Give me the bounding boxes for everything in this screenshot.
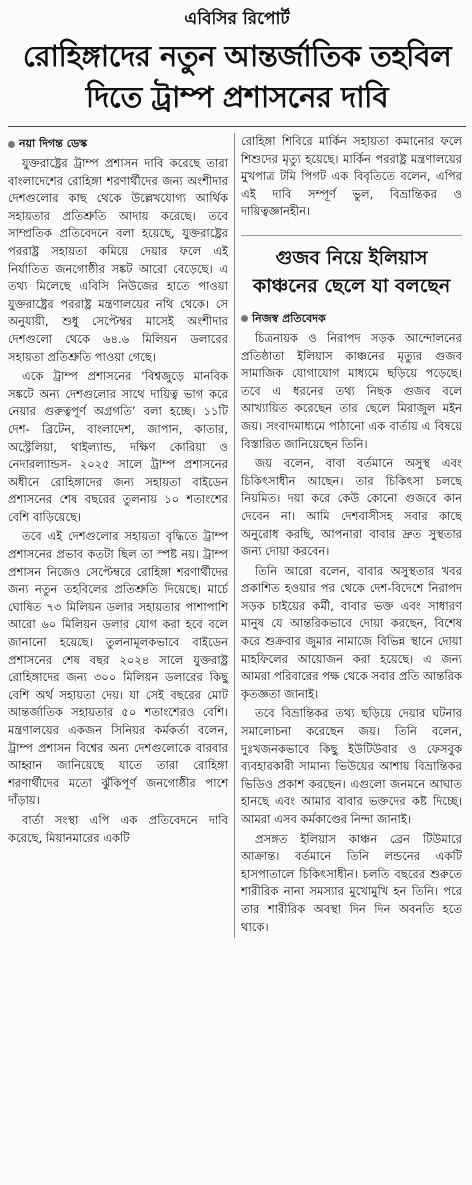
article-columns (8, 133, 466, 938)
column-left (8, 133, 235, 938)
bullet-icon (241, 315, 248, 322)
article-headline (8, 36, 466, 118)
article-kicker: এবিসির রিপোর্ট (184, 9, 290, 29)
story2-paragraph: জয় বলেন, বাবা বর্তমানে অসুস্থ এবং চিকিৎসাধীন আছেন। তার চিকিৎসা চলছে নিয়মিত। দয়া করে কেউ কোনো গুজবে কান দেবেন না। আমি দেশবাসীসহ সবার কাছে অনুরোধ করছি, আপনারা বাবার দ্রুত সুস্থতার জন্য দোয়া করবেন। (241, 456, 462, 559)
story2-paragraph: তবে বিভ্রান্তিকর তথ্য ছড়িয়ে দেয়ার ঘটনার সমালোচনা করেছেন জয়। তিনি বলেন, দুঃখজনকভাবে কিছু ইউটিউবার ও ফেসবুক ব্যবহারকারী সামান্য ভিউয়ের আশায় বিভ্রান্তিকর ভিডিও প্রকাশ করছেন। এগুলো জনমনে আঘাত হানছে এবং আমার বাবার ভক্তদের কষ্ট দিচ্ছে। আমরা এসব কর্মকাণ্ডের নিন্দা জানাই। (241, 706, 462, 826)
story2-paragraph: চিত্রনায়ক ও নিরাপদ সড়ক আন্দোলনের প্রতিষ্ঠাতা ইলিয়াস কাঞ্চনের মৃত্যুর গুজব সামাজিক যোগাযোগ মাধ্যমে ছড়িয়ে পড়েছে। তবে এ ধরনের তথ্য নিছক গুজব বলে আখ্যায়িত করেছেন তার ছেলে মিরাজুল মইন জয়। সংবাদমাধ্যমে পাঠানো এক বার্তায় এ বিষয়ে বিস্তারিত জানিয়েছেন তিনি। (241, 330, 462, 451)
story2-byline (241, 310, 462, 327)
story2-paragraph: প্রসঙ্গত ইলিয়াস কাঞ্চন ব্রেন টিউমারে আক্রান্ত। বর্তমানে তিনি লন্ডনের একটি হাসপাতালে চিকিৎসাধীন। চলতি বছরের শুরুতে শারীরিক নানা সমস্যার মুখোমুখি হন তিনি। পরে তার শারীরিক অবস্থা দিন দিন অবনতি হতে থাকে। (241, 831, 462, 934)
byline-text: নয়া দিগন্ত ডেস্ক (19, 137, 88, 150)
headline-line-2: দিতে ট্রাম্প প্রশাসনের দাবি (85, 80, 389, 114)
headline-divider (8, 126, 466, 127)
article-paragraph-continued: রোহিঙ্গা শিবিরে মার্কিন সহায়তা কমানোর ফলে শিশুদের মৃত্যু হয়েছে। মার্কিন পররাষ্ট্র মন্ত্রণালয়ের মুখপাত্র টমি পিগট এক বিবৃতিতে বলেন, এপির এই দাবি সম্পূর্ণ ভুল, বিভ্রান্তিকর ও দায়িত্বজ্ঞানহীন। (241, 134, 462, 219)
bullet-icon (8, 141, 15, 148)
byline-text: নিজস্ব প্রতিবেদক (252, 311, 326, 325)
article-byline (8, 135, 228, 152)
article-paragraph: বার্তা সংস্থা এপি এক প্রতিবেদনে দাবি করেছে, মিয়ানমারের একটি (8, 812, 228, 845)
article-paragraph: একে ট্রাম্প প্রশাসনের ‘বিশ্বজুড়ে মানবিক সঙ্কটে অন্য দেশগুলোর সাথে দায়িত্ব ভাগ করে নেয়ার গুরুত্বপূর্ণ অগ্রগতি’ বলা হচ্ছে। ১১টি দেশ- ব্রিটেন, বাংলাদেশ, জাপান, কাতার, অস্ট্রেলিয়া, থাইল্যান্ড, দক্ষিণ কোরিয়া ও নেদারল্যান্ডস- ২০২৫ সালে ট্রাম্প প্রশাসনের অধীনে রোহিঙ্গাদের জন্য সহায়তা বাইডেন প্রশাসনের শেষ বছরের তুলনায় ১০ শতাংশের বেশি বাড়িয়েছে। (8, 369, 228, 524)
headline-line-1: রোহিঙ্গাদের নতুন আন্তর্জাতিক তহবিল (22, 39, 452, 73)
story2-paragraph: তিনি আরো বলেন, বাবার অসুস্থতার খবর প্রকাশিত হওয়ার পর থেকে দেশ-বিদেশে নিরাপদ সড়ক চাইয়ের কর্মী, বাবার ভক্ত এবং সাধারণ মানুষ যে আন্তরিকভাবে দোয়া করছেন, বিশেষ করে শুক্রবার জুমার নামাজে বিভিন্ন স্থানে দোয়া মাহফিলের আয়োজন করা হয়েছে। এ জন্য আমরা পরিবারের পক্ষ থেকে সবার প্রতি আন্তরিক কৃতজ্ঞতা জানাই। (241, 563, 462, 701)
article-paragraph: তবে এই দেশগুলোর সহায়তা বৃদ্ধিতে ট্রাম্প প্রশাসনের প্রভাব কতটা ছিল তা স্পষ্ট নয়। ট্রাম্প প্রশাসন নিজেও সেপ্টেম্বরে রোহিঙ্গা শরণার্থীদের জন্য নতুন তহবিলের প্রতিশ্রুতি দিয়েছে। মার্চে ঘোষিত ৭৩ মিলিয়ন ডলার সহায়তার পাশাপাশি আরো ৬০ মিলিয়ন ডলার যোগ করা হবে বলে জানানো হয়েছে। তুলনামূলকভাবে বাইডেন প্রশাসনের শেষ বছর ২০২৪ সালে যুক্তরাষ্ট্র রোহিঙ্গাদের জন্য ৩০০ মিলিয়ন ডলারের কিছু বেশি অর্থ সহায়তা দেয়। যা সেই বছরের মোট আন্তর্জাতিক সহায়তার ৫০ শতাংশেরও বেশি। মন্ত্রণালয়ের একজন সিনিয়র কর্মকর্তা বলেন, ট্রাম্প প্রশাসন বিশ্বের অন্য দেশগুলোকে বারবার আহ্বান জানিয়েছে যাতে তারা রোহিঙ্গা শরণার্থীদের মতো ঝুঁকিপূর্ণ জনগোষ্ঠীর পাশে দাঁড়ায়। (8, 529, 228, 808)
article-paragraph: যুক্তরাষ্ট্রের ট্রাম্প প্রশাসন দাবি করেছে তারা বাংলাদেশের রোহিঙ্গা শরণার্থীদের জন্য অংশীদার দেশগুলোর কাছ থেকে উল্লেখযোগ্য আর্থিক সহায়তার প্রতিশ্রুতি আদায় করেছে। তবে সাম্প্রতিক প্রতিবেদনে বলা হয়েছে, যুক্তরাষ্ট্রের পররাষ্ট্র সহায়তা কমিয়ে দেয়ার ফলে এই নির্যাতিত জনগোষ্ঠীর সঙ্কট আরো বেড়েছে। এ তথ্য মিলেছে এবিসি নিউজের হাতে পাওয়া যুক্তরাষ্ট্রের পররাষ্ট্র মন্ত্রণালয়ের নথি থেকে। সে অনুযায়ী, শুধু সেপ্টেম্বর মাসেই অংশীদার দেশগুলো থেকে ৬৪.৬ মিলিয়ন ডলারের সহায়তা প্রতিশ্রুতি পাওয়া গেছে। (8, 156, 228, 364)
column-right (235, 133, 462, 938)
story2-headline: গুজব নিয়ে ইলিয়াস কাঞ্চনের ছেলে যা বলছেন (241, 235, 462, 300)
